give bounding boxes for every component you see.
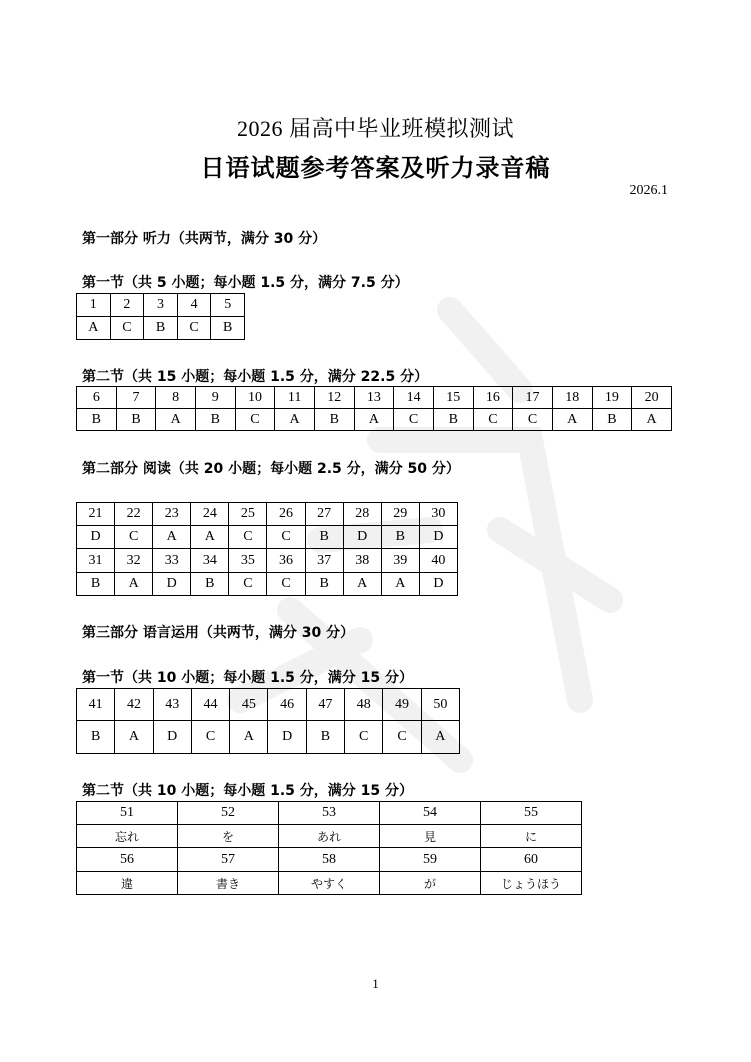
table-cell: 13 — [354, 387, 394, 409]
table-cell: 42 — [115, 689, 153, 721]
table-cell: 4 — [177, 294, 211, 317]
table-cell: C — [110, 317, 144, 340]
table-cell: 35 — [229, 549, 267, 573]
table-cell: 36 — [267, 549, 305, 573]
table-cell: 55 — [481, 802, 582, 825]
table-cell: A — [421, 721, 459, 754]
table-cell: A — [632, 409, 672, 431]
part3-section2-answer-table — [76, 801, 582, 895]
table-row — [77, 573, 458, 596]
table-cell: じょうほう — [481, 872, 582, 895]
table-cell: B — [77, 573, 115, 596]
table-cell: 19 — [592, 387, 632, 409]
table-cell: C — [513, 409, 553, 431]
table-cell: 2 — [110, 294, 144, 317]
table-cell: 34 — [191, 549, 229, 573]
part1-heading: 第一部分 听力（共两节，满分 30 分） — [82, 231, 327, 247]
table-cell: 14 — [394, 387, 434, 409]
table-cell: C — [115, 526, 153, 549]
table-cell: A — [115, 721, 153, 754]
table-row — [77, 526, 458, 549]
table-cell: C — [177, 317, 211, 340]
table-cell: 30 — [419, 503, 457, 526]
table-cell: A — [153, 526, 191, 549]
table-cell: C — [267, 526, 305, 549]
table-cell: 10 — [235, 387, 275, 409]
table-cell: C — [229, 573, 267, 596]
table-cell: A — [156, 409, 196, 431]
part2-heading: 第二部分 阅读（共 20 小题；每小题 2.5 分，满分 50 分） — [82, 461, 460, 477]
table-cell: A — [552, 409, 592, 431]
table-cell: A — [191, 526, 229, 549]
table-row — [77, 549, 458, 573]
table-cell: 20 — [632, 387, 672, 409]
table-cell: 52 — [178, 802, 279, 825]
table-cell: 15 — [433, 387, 473, 409]
table-cell: C — [235, 409, 275, 431]
part3-section1-heading: 第一节（共 10 小题；每小题 1.5 分，满分 15 分） — [82, 670, 414, 686]
table-cell: 28 — [343, 503, 381, 526]
table-cell: 32 — [115, 549, 153, 573]
table-cell: 22 — [115, 503, 153, 526]
table-row — [77, 387, 672, 409]
table-cell: 29 — [381, 503, 419, 526]
table-cell: C — [394, 409, 434, 431]
table-row — [77, 825, 582, 848]
table-cell: に — [481, 825, 582, 848]
table-row — [77, 294, 245, 317]
table-row — [77, 503, 458, 526]
page-number: 1 — [372, 976, 379, 991]
table-cell: 21 — [77, 503, 115, 526]
document-subtitle: 日语试题参考答案及听力录音稿 — [200, 154, 551, 182]
table-cell: 50 — [421, 689, 459, 721]
table-cell: A — [77, 317, 111, 340]
table-cell: A — [275, 409, 315, 431]
table-cell: C — [229, 526, 267, 549]
table-cell: 1 — [77, 294, 111, 317]
table-cell: B — [314, 409, 354, 431]
table-cell: A — [115, 573, 153, 596]
part1-section1-heading: 第一节（共 5 小题；每小题 1.5 分，满分 7.5 分） — [82, 275, 409, 291]
table-cell: D — [419, 573, 457, 596]
table-cell: B — [592, 409, 632, 431]
table-cell: 11 — [275, 387, 315, 409]
table-cell: B — [306, 721, 344, 754]
table-cell: 17 — [513, 387, 553, 409]
table-cell: 27 — [305, 503, 343, 526]
table-cell: を — [178, 825, 279, 848]
table-cell: 45 — [230, 689, 268, 721]
table-cell: 見 — [380, 825, 481, 848]
table-cell: B — [305, 573, 343, 596]
table-cell: 26 — [267, 503, 305, 526]
table-row — [77, 848, 582, 872]
part3-section2-heading: 第二节（共 10 小题；每小题 1.5 分，满分 15 分） — [82, 783, 414, 799]
table-cell: やすく — [279, 872, 380, 895]
table-row — [77, 689, 460, 721]
part2-answer-table — [76, 502, 458, 596]
table-cell: 39 — [381, 549, 419, 573]
table-row — [77, 409, 672, 431]
table-row — [77, 802, 582, 825]
table-cell: 9 — [195, 387, 235, 409]
table-cell: B — [116, 409, 156, 431]
table-row — [77, 872, 582, 895]
part1-section1-answer-table — [76, 293, 245, 340]
table-cell: 47 — [306, 689, 344, 721]
part3-section1-answer-table — [76, 688, 460, 754]
table-cell: 12 — [314, 387, 354, 409]
table-cell: C — [383, 721, 421, 754]
table-cell: D — [77, 526, 115, 549]
table-cell: 23 — [153, 503, 191, 526]
table-cell: 40 — [419, 549, 457, 573]
table-cell: B — [305, 526, 343, 549]
table-cell: A — [354, 409, 394, 431]
table-row — [77, 721, 460, 754]
part3-heading: 第三部分 语言运用（共两节，满分 30 分） — [82, 625, 355, 641]
table-cell: 54 — [380, 802, 481, 825]
table-cell: A — [343, 573, 381, 596]
table-cell: C — [191, 721, 229, 754]
table-cell: 5 — [211, 294, 245, 317]
table-cell: D — [153, 721, 191, 754]
table-cell: 18 — [552, 387, 592, 409]
table-cell: A — [230, 721, 268, 754]
table-cell: 6 — [77, 387, 117, 409]
table-cell: C — [267, 573, 305, 596]
table-cell: 25 — [229, 503, 267, 526]
document-date: 2026.1 — [629, 183, 668, 198]
table-cell: 58 — [279, 848, 380, 872]
table-cell: B — [381, 526, 419, 549]
table-cell: 書き — [178, 872, 279, 895]
table-cell: B — [77, 409, 117, 431]
table-cell: 37 — [305, 549, 343, 573]
table-cell: 51 — [77, 802, 178, 825]
table-cell: B — [195, 409, 235, 431]
table-cell: 41 — [77, 689, 115, 721]
table-cell: B — [191, 573, 229, 596]
table-cell: 忘れ — [77, 825, 178, 848]
table-cell: が — [380, 872, 481, 895]
table-cell: D — [153, 573, 191, 596]
table-cell: 3 — [144, 294, 178, 317]
table-cell: D — [419, 526, 457, 549]
table-cell: 33 — [153, 549, 191, 573]
part1-section2-heading: 第二节（共 15 小题；每小题 1.5 分，满分 22.5 分） — [82, 369, 429, 385]
table-row — [77, 317, 245, 340]
table-cell: C — [473, 409, 513, 431]
table-cell: 56 — [77, 848, 178, 872]
table-cell: C — [345, 721, 383, 754]
table-cell: 43 — [153, 689, 191, 721]
table-cell: 44 — [191, 689, 229, 721]
table-cell: 57 — [178, 848, 279, 872]
table-cell: 24 — [191, 503, 229, 526]
table-cell: 60 — [481, 848, 582, 872]
table-cell: 31 — [77, 549, 115, 573]
part1-section2-answer-table — [76, 386, 672, 431]
table-cell: 7 — [116, 387, 156, 409]
table-cell: 16 — [473, 387, 513, 409]
document-title: 2026 届高中毕业班模拟测试 — [236, 116, 514, 141]
table-cell: 8 — [156, 387, 196, 409]
table-cell: B — [211, 317, 245, 340]
table-cell: 38 — [343, 549, 381, 573]
table-cell: 49 — [383, 689, 421, 721]
table-cell: B — [77, 721, 115, 754]
table-cell: D — [268, 721, 306, 754]
table-cell: 53 — [279, 802, 380, 825]
table-cell: 46 — [268, 689, 306, 721]
table-cell: 違 — [77, 872, 178, 895]
table-cell: A — [381, 573, 419, 596]
table-cell: あれ — [279, 825, 380, 848]
table-cell: B — [144, 317, 178, 340]
table-cell: 59 — [380, 848, 481, 872]
table-cell: D — [343, 526, 381, 549]
table-cell: 48 — [345, 689, 383, 721]
table-cell: B — [433, 409, 473, 431]
